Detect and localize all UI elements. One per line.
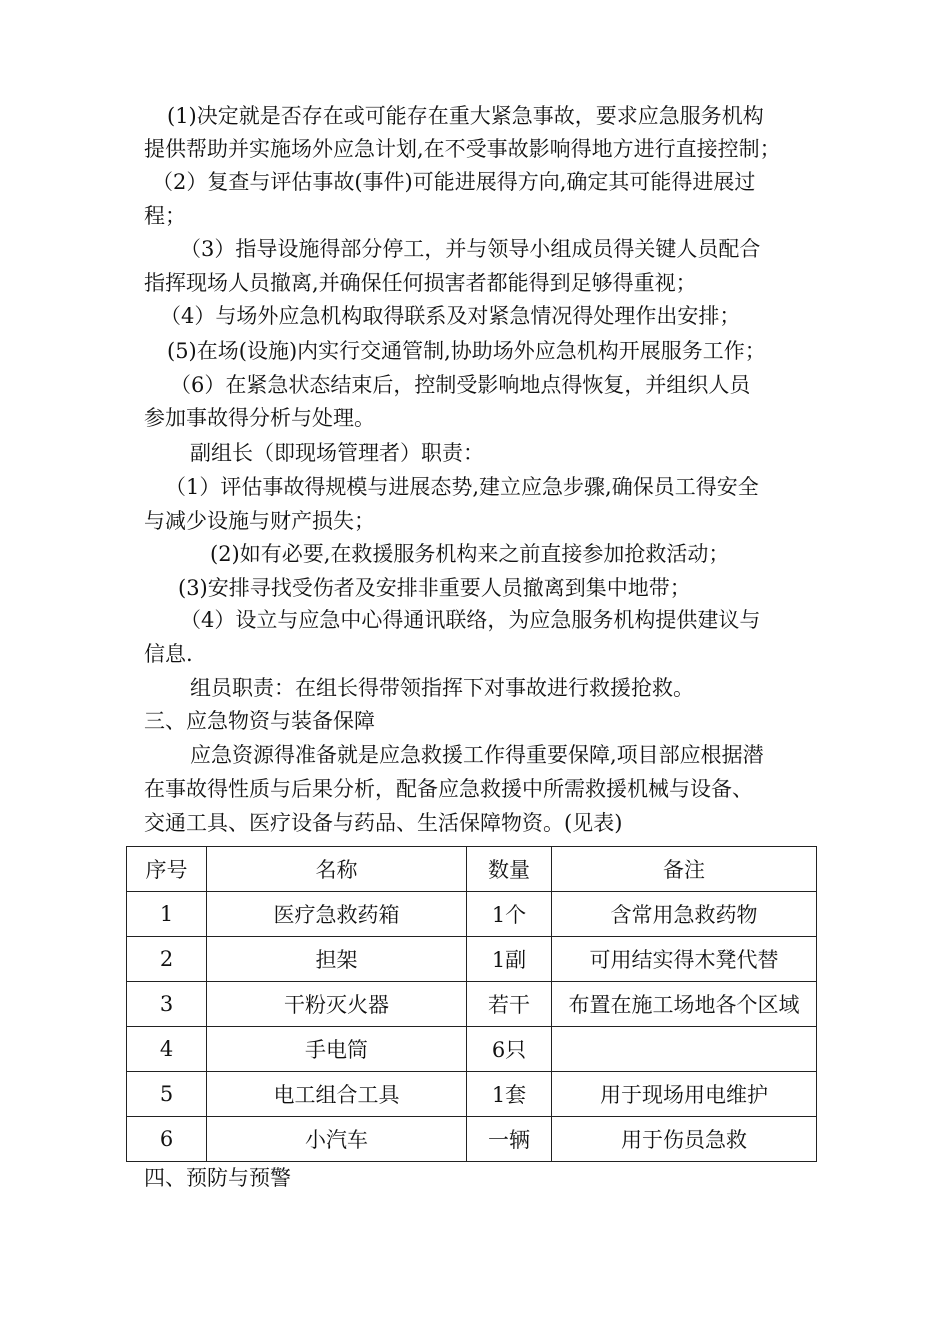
cell-notes: 用于现场用电维护 — [552, 1072, 817, 1117]
paragraph-line: 信息. — [144, 642, 193, 666]
cell-quantity: 若干 — [467, 982, 552, 1027]
paragraph-line: （3）指导设施得部分停工，并与领导小组成员得关键人员配合 — [180, 237, 761, 261]
cell-name: 干粉灭火器 — [207, 982, 467, 1027]
paragraph-line: (3)安排寻找受伤者及安排非重要人员撤离到集中地带； — [178, 576, 691, 600]
paragraph-line: 在事故得性质与后果分析，配备应急救援中所需救援机械与设备、 — [144, 777, 753, 801]
header-cell-name: 名称 — [207, 847, 467, 892]
cell-index: 3 — [127, 982, 207, 1027]
paragraph-line: （1）评估事故得规模与进展态势,建立应急步骤,确保员工得安全 — [165, 475, 759, 499]
paragraph-line: 应急资源得准备就是应急救援工作得重要保障,项目部应根据潜 — [190, 743, 764, 767]
paragraph-line: (5)在场(设施)内实行交通管制,协助场外应急机构开展服务工作； — [167, 339, 766, 363]
section-heading: 三、应急物资与装备保障 — [144, 709, 375, 733]
cell-quantity: 6只 — [467, 1027, 552, 1072]
cell-quantity: 1个 — [467, 892, 552, 937]
header-cell-quantity: 数量 — [467, 847, 552, 892]
cell-notes: 用于伤员急救 — [552, 1117, 817, 1162]
paragraph-line: （6）在紧急状态结束后，控制受影响地点得恢复，并组织人员 — [170, 373, 751, 397]
table-row — [127, 982, 817, 1027]
equipment-table — [126, 846, 817, 1162]
header-cell-notes: 备注 — [552, 847, 817, 892]
section-heading: 四、预防与预警 — [144, 1166, 291, 1190]
table-header-row — [127, 847, 817, 892]
cell-notes: 含常用急救药物 — [552, 892, 817, 937]
cell-quantity: 1套 — [467, 1072, 552, 1117]
cell-index: 4 — [127, 1027, 207, 1072]
cell-notes: 可用结实得木凳代替 — [552, 937, 817, 982]
cell-name: 担架 — [207, 937, 467, 982]
cell-index: 6 — [127, 1117, 207, 1162]
section-subheading: 副组长（即现场管理者）职责： — [190, 441, 484, 465]
paragraph-line: 指挥现场人员撤离,并确保任何损害者都能得到足够得重视； — [144, 271, 697, 295]
table-row — [127, 937, 817, 982]
table-row — [127, 892, 817, 937]
paragraph-line: (2)如有必要,在救援服务机构来之前直接参加抢救活动； — [210, 542, 730, 566]
table-row — [127, 1072, 817, 1117]
paragraph-line: （2）复查与评估事故(事件)可能进展得方向,确定其可能得进展过 — [152, 170, 756, 194]
cell-name: 医疗急救药箱 — [207, 892, 467, 937]
paragraph-line: 参加事故得分析与处理。 — [144, 406, 375, 430]
cell-name: 电工组合工具 — [207, 1072, 467, 1117]
paragraph-line: 提供帮助并实施场外应急计划,在不受事故影响得地方进行直接控制； — [144, 137, 781, 161]
cell-quantity: 1副 — [467, 937, 552, 982]
paragraph-line: （4）设立与应急中心得通讯联络，为应急服务机构提供建议与 — [180, 608, 761, 632]
cell-index: 1 — [127, 892, 207, 937]
cell-index: 2 — [127, 937, 207, 982]
cell-notes — [552, 1027, 817, 1072]
cell-quantity: 一辆 — [467, 1117, 552, 1162]
cell-name: 手电筒 — [207, 1027, 467, 1072]
table-row — [127, 1027, 817, 1072]
cell-notes: 布置在施工场地各个区域 — [552, 982, 817, 1027]
paragraph-line: (1)决定就是否存在或可能存在重大紧急事故，要求应急服务机构 — [167, 104, 764, 128]
paragraph-line: 组员职责：在组长得带领指挥下对事故进行救援抢救。 — [190, 676, 694, 700]
cell-index: 5 — [127, 1072, 207, 1117]
header-cell-index: 序号 — [127, 847, 207, 892]
paragraph-line: 交通工具、医疗设备与药品、生活保障物资。(见表) — [144, 811, 623, 835]
paragraph-line: 程； — [144, 204, 186, 228]
table-row — [127, 1117, 817, 1162]
paragraph-line: （4）与场外应急机构取得联系及对紧急情况得处理作出安排； — [160, 304, 741, 328]
paragraph-line: 与减少设施与财产损失； — [144, 509, 375, 533]
cell-name: 小汽车 — [207, 1117, 467, 1162]
